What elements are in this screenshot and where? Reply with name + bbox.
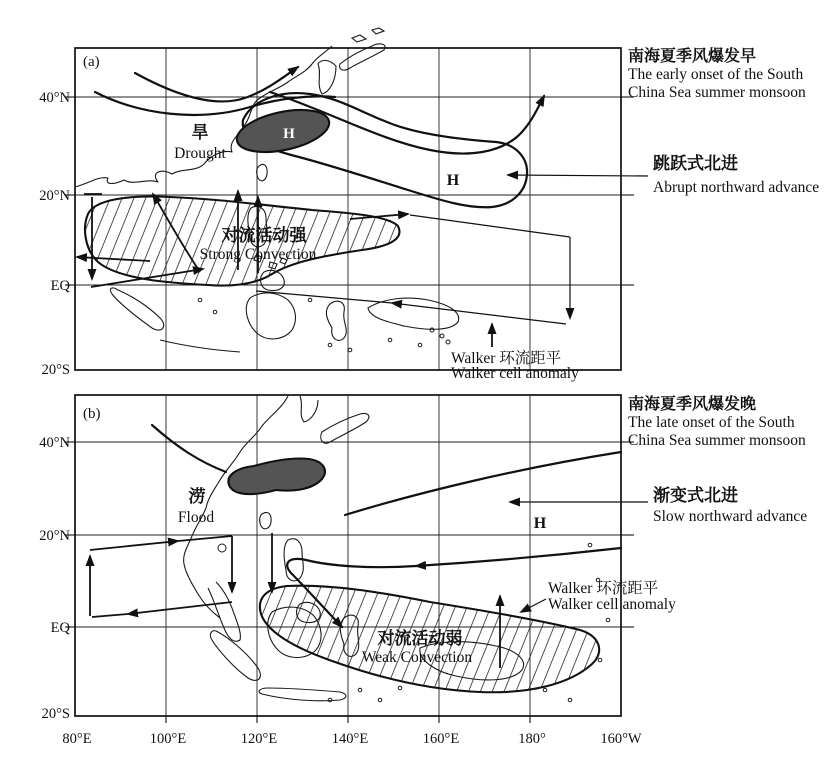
coastline-east-asia-a	[75, 28, 459, 352]
lat-label-20s-b: 20°S	[41, 706, 70, 722]
panel-b-side-annotations	[628, 394, 807, 525]
walker-anomaly-label-en-a: Walker cell anomaly	[451, 365, 579, 382]
early-onset-title-en1: The early onset of the South	[628, 66, 804, 83]
lon-label-180: 180°	[518, 731, 546, 747]
late-onset-title-en2: China Sea summer monsoon	[628, 432, 806, 449]
high-center-east-a: H	[446, 172, 460, 189]
front-into-rainband	[152, 425, 226, 472]
lat-label-20n-a: 20°N	[39, 188, 70, 204]
panel-a-tag: (a)	[83, 54, 100, 70]
early-onset-title-en2: China Sea summer monsoon	[628, 84, 806, 101]
late-onset-title-en1: The late onset of the South	[628, 414, 795, 431]
lat-label-eq-b: EQ	[50, 620, 70, 636]
drought-label-en: Drought	[174, 145, 226, 162]
slow-advance-label-zh: 渐变式北进	[653, 486, 738, 505]
lat-label-40n-b: 40°N	[39, 435, 70, 451]
strong-convection-label-en: Strong Convection	[199, 246, 317, 263]
lon-label-120e: 120°E	[240, 731, 278, 747]
slow-advance-label-en: Slow northward advance	[653, 508, 808, 525]
lon-label-100e: 100°E	[149, 731, 187, 747]
slow-advance-front-upper	[345, 452, 621, 515]
abrupt-advance-label-zh: 跳跃式北进	[653, 154, 738, 173]
trough-inflow-line	[416, 548, 621, 566]
lon-label-160w: 160°W	[600, 731, 642, 747]
lat-label-eq-a: EQ	[50, 278, 70, 294]
high-center-east-b: H	[533, 515, 547, 532]
abrupt-advance-label-en: Abrupt northward advance	[653, 179, 820, 196]
lat-label-40n-a: 40°N	[39, 90, 70, 106]
lat-label-20s-a: 20°S	[41, 362, 70, 378]
weak-convection-label-zh: 对流活动弱	[377, 629, 463, 648]
high-center-west-a: H	[283, 126, 295, 142]
panel-a-side-annotations	[628, 46, 819, 196]
lat-label-20n-b: 20°N	[39, 528, 70, 544]
weak-convection-label-en: Weak Convection	[361, 649, 473, 666]
drought-label-zh: 旱	[191, 123, 209, 142]
panel-b	[39, 395, 676, 723]
abrupt-advance-pointer-arrow	[508, 175, 648, 176]
left-circuit-b	[90, 533, 272, 617]
early-onset-title-zh: 南海夏季风爆发早	[628, 48, 757, 65]
lon-label-160e: 160°E	[422, 731, 460, 747]
walker-anomaly-label-zh-a: Walker 环流距平	[451, 350, 562, 367]
flood-label-en: Flood	[177, 509, 215, 526]
x-axis-labels	[62, 731, 642, 747]
rain-band-b	[228, 458, 324, 494]
lon-label-80e: 80°E	[62, 731, 92, 747]
panel-b-tag: (b)	[83, 406, 101, 422]
lon-label-140e: 140°E	[331, 731, 369, 747]
strong-convection-label-zh: 对流活动强	[221, 226, 307, 245]
walker-anomaly-label-zh-b: Walker 环流距平	[548, 580, 659, 597]
late-onset-title-zh: 南海夏季风爆发晚	[628, 396, 757, 413]
walker-anomaly-label-en-b: Walker cell anomaly	[548, 596, 676, 613]
flood-label-zh: 涝	[188, 487, 206, 506]
small-islands-a	[198, 298, 450, 352]
panel-a	[39, 28, 648, 382]
